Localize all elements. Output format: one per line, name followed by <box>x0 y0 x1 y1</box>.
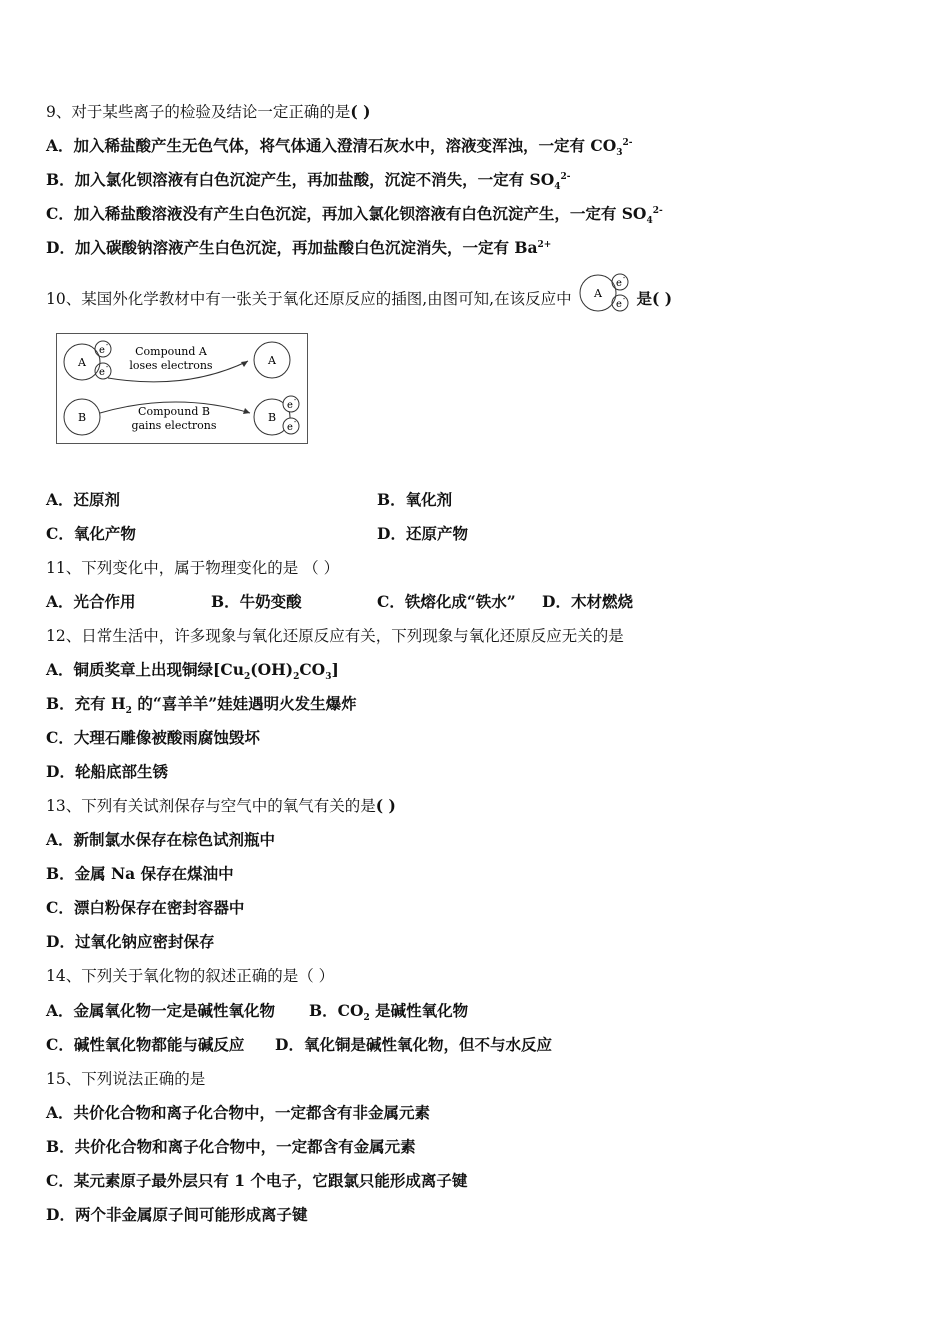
q10-option-d <box>377 524 468 544</box>
option-label: B． <box>46 170 75 189</box>
label-gains-electrons: gains electrons <box>131 419 217 432</box>
q10-option-a <box>46 490 120 510</box>
option-label: A． <box>46 660 74 679</box>
atom-b-left-label: B <box>77 411 87 424</box>
q12-option-d <box>46 762 168 782</box>
option-label: D． <box>377 524 406 543</box>
atom-b-right-label: B <box>267 411 277 424</box>
option-text: 加入稀盐酸溶液没有产生白色沉淀，再加入氯化钡溶液有白色沉淀产生，一定有 SO <box>73 204 647 223</box>
option-text: ] <box>331 660 339 679</box>
electron-sign: - <box>622 274 625 282</box>
subscript: 4 <box>554 182 561 193</box>
option-label: D． <box>46 932 75 951</box>
option-text: 氧化产物 <box>73 524 136 543</box>
q9-option-b <box>46 170 571 193</box>
q11-option-a <box>46 592 136 612</box>
q10-option-c <box>46 524 136 544</box>
label-compound-b: Compound B <box>138 405 210 418</box>
q15-stem: 15、下列说法正确的是 <box>46 1070 206 1088</box>
option-text: 共价化合物和离子化合物中，一定都含有非金属元素 <box>73 1103 431 1122</box>
q9-paren: ( ) <box>350 102 371 121</box>
option-text: 过氧化钠应密封保存 <box>74 932 215 951</box>
option-label: C． <box>46 728 74 747</box>
option-text: 轮船底部生锈 <box>74 762 168 781</box>
superscript: 2- <box>652 205 663 216</box>
subscript: 2 <box>363 1013 370 1024</box>
q9-option-d <box>46 238 551 258</box>
electron-label: e <box>615 278 622 289</box>
q11-option-d <box>542 592 633 612</box>
option-label: B． <box>309 1001 338 1020</box>
option-text: 碱性氧化物都能与碱反应 <box>73 1035 245 1054</box>
subscript: 3 <box>325 672 332 683</box>
option-label: A． <box>46 592 74 611</box>
q13-stem <box>46 796 396 816</box>
option-label: C． <box>46 524 74 543</box>
option-text: 还原产物 <box>405 524 468 543</box>
option-text: 金属 Na 保存在煤油中 <box>74 864 234 883</box>
superscript: 2- <box>560 171 571 182</box>
label-loses-electrons: loses electrons <box>129 359 213 372</box>
q13-option-a <box>46 830 275 850</box>
q13-paren: ( ) <box>375 796 396 815</box>
q13-stem-text: 13、下列有关试剂保存与空气中的氧气有关的是 <box>46 797 376 815</box>
option-text: 铁熔化成“铁水” <box>404 592 516 611</box>
option-label: C． <box>46 204 74 223</box>
atom-a-right-label: A <box>268 354 276 367</box>
q15-option-b <box>46 1137 416 1157</box>
option-text: 共价化合物和离子化合物中，一定都含有金属元素 <box>74 1137 416 1156</box>
q13-option-d <box>46 932 214 952</box>
option-text: CO <box>299 660 326 679</box>
superscript: 2+ <box>537 239 552 250</box>
option-label: B． <box>377 490 406 509</box>
q14-option-c <box>46 1035 244 1055</box>
arrow-head <box>243 408 250 414</box>
subscript: 3 <box>616 148 623 159</box>
option-text: 漂白粉保存在密封容器中 <box>73 898 245 917</box>
q10-stem-text: 10、某国外化学教材中有一张关于氧化还原反应的插图,由图可知,在该反应中 <box>46 290 572 308</box>
q12-option-c <box>46 728 260 748</box>
option-label: D． <box>542 592 571 611</box>
electron-label: e <box>99 367 105 378</box>
q15-option-d <box>46 1205 307 1225</box>
redox-electron-transfer-diagram <box>56 333 308 444</box>
electron-sign: - <box>293 418 297 426</box>
q10-stem <box>46 274 673 315</box>
electron-sign: - <box>293 396 297 404</box>
electron-label: e <box>287 400 293 411</box>
option-label: D． <box>46 762 75 781</box>
electron-sign: - <box>105 363 109 371</box>
q14-stem: 14、下列关于氧化物的叙述正确的是（ ） <box>46 967 335 985</box>
electron-label: e <box>287 422 293 433</box>
option-text: 还原剂 <box>73 490 121 509</box>
option-label: B． <box>46 1137 75 1156</box>
electron-sign: - <box>105 341 109 349</box>
inline-atom-figure <box>579 271 635 315</box>
q14-option-d <box>275 1035 552 1055</box>
q10-stem-tail: 是( ) <box>636 289 673 308</box>
subscript: 2 <box>293 672 300 683</box>
q12-stem: 12、日常生活中，许多现象与氧化还原反应有关，下列现象与氧化还原反应无关的是 <box>46 627 624 645</box>
option-text: 是碱性氧化物 <box>369 1001 469 1020</box>
q9-stem-text: 9、对于某些离子的检验及结论一定正确的是 <box>46 103 351 121</box>
option-text: 牛奶变酸 <box>239 592 302 611</box>
q9-option-a <box>46 136 633 159</box>
option-text: 两个非金属原子间可能形成离子键 <box>74 1205 308 1224</box>
q10-option-b <box>377 490 452 510</box>
electron-label: e <box>615 299 622 310</box>
option-text: 加入氯化钡溶液有白色沉淀产生，再加盐酸，沉淀不消失，一定有 SO <box>74 170 555 189</box>
q12-option-a <box>46 660 339 683</box>
q13-option-c <box>46 898 244 918</box>
option-label: C． <box>46 1035 74 1054</box>
option-text: (OH) <box>250 660 294 679</box>
q12-option-b <box>46 694 357 717</box>
option-text: 大理石雕像被酸雨腐蚀毁坏 <box>73 728 260 747</box>
superscript: 2- <box>622 137 633 148</box>
option-label: B． <box>46 864 75 883</box>
inline-atom-label: A <box>593 287 602 300</box>
electron-sign: - <box>622 295 625 303</box>
q11-option-c <box>377 592 516 612</box>
option-label: A． <box>46 1001 74 1020</box>
option-text: 木材燃烧 <box>570 592 633 611</box>
label-compound-a: Compound A <box>135 345 207 358</box>
q14-option-b <box>309 1001 469 1024</box>
option-text: 氧化铜是碱性氧化物，但不与水反应 <box>303 1035 552 1054</box>
option-label: D． <box>46 1205 75 1224</box>
subscript: 2 <box>243 672 251 683</box>
option-text: 氧化剂 <box>405 490 453 509</box>
subscript: 4 <box>646 216 653 227</box>
option-label: B． <box>211 592 240 611</box>
option-text: 充有 H <box>74 694 126 713</box>
option-label: D． <box>275 1035 304 1054</box>
option-text: 加入稀盐酸产生无色气体，将气体通入澄清石灰水中，溶液变浑浊，一定有 CO <box>73 136 617 155</box>
option-text: 加入碳酸钠溶液产生白色沉淀，再加盐酸白色沉淀消失，一定有 Ba <box>74 238 538 257</box>
option-text: CO <box>337 1001 364 1020</box>
q15-option-a <box>46 1103 430 1123</box>
option-text: 金属氧化物一定是碱性氧化物 <box>73 1001 276 1020</box>
option-label: C． <box>46 898 74 917</box>
option-text: 某元素原子最外层只有 1 个电子，它跟氯只能形成离子键 <box>73 1171 468 1190</box>
electron-label: e <box>99 345 105 356</box>
option-label: A． <box>46 136 74 155</box>
option-label: A． <box>46 490 74 509</box>
option-text: 的“喜羊羊”娃娃遇明火发生爆炸 <box>131 694 357 713</box>
subscript: 2 <box>125 706 132 717</box>
q11-stem: 11、下列变化中，属于物理变化的是 （ ） <box>46 559 340 577</box>
atom-a-left-label: A <box>78 356 86 369</box>
q9-stem <box>46 102 370 122</box>
q11-option-b <box>211 592 302 612</box>
option-label: A． <box>46 830 74 849</box>
option-label: A． <box>46 1103 74 1122</box>
q15-option-c <box>46 1171 467 1191</box>
q13-option-b <box>46 864 234 884</box>
option-text: 新制氯水保存在棕色试剂瓶中 <box>73 830 276 849</box>
option-label: B． <box>46 694 75 713</box>
option-text: 光合作用 <box>73 592 136 611</box>
q14-option-a <box>46 1001 275 1021</box>
q9-option-c <box>46 204 663 227</box>
option-label: C． <box>377 592 405 611</box>
option-label: C． <box>46 1171 74 1190</box>
option-label: D． <box>46 238 75 257</box>
option-text: 铜质奖章上出现铜绿[Cu <box>73 660 244 679</box>
